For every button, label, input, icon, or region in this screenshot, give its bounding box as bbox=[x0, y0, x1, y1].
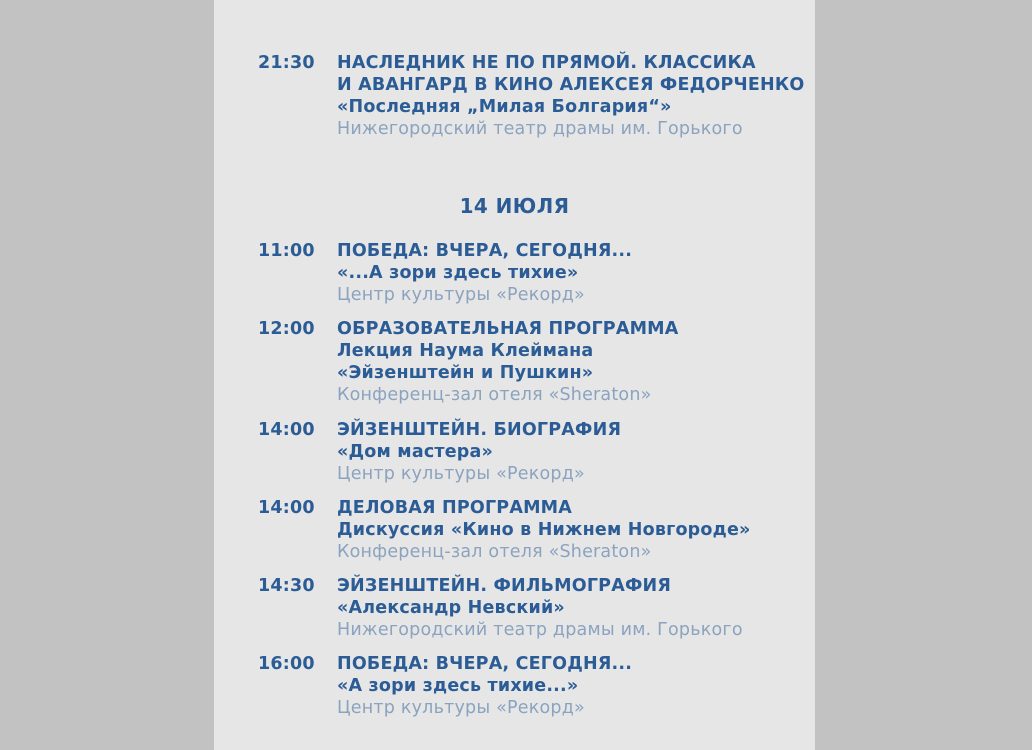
event-venue: Конференц-зал отеля «Sheraton» bbox=[337, 385, 652, 405]
event-title: ОБРАЗОВАТЕЛЬНАЯ ПРОГРАММА bbox=[337, 319, 679, 339]
event-subtitle: «Александр Невский» bbox=[337, 598, 565, 618]
event-title: ПОБЕДА: ВЧЕРА, СЕГОДНЯ... bbox=[337, 654, 633, 674]
event-time: 14:00 bbox=[258, 420, 315, 440]
event-details bbox=[337, 419, 807, 485]
event-venue: Центр культуры «Рекорд» bbox=[337, 464, 585, 484]
event-subtitle: «Последняя „Милая Болгария“» bbox=[337, 97, 672, 117]
event-title: ПОБЕДА: ВЧЕРА, СЕГОДНЯ... bbox=[337, 241, 633, 261]
event-subtitle: «А зори здесь тихие...» bbox=[337, 676, 579, 696]
event-details bbox=[337, 575, 807, 641]
event-title: ДЕЛОВАЯ ПРОГРАММА bbox=[337, 498, 573, 518]
event-venue: Центр культуры «Рекорд» bbox=[337, 285, 585, 305]
event-time: 16:00 bbox=[258, 654, 315, 674]
event-time: 14:30 bbox=[258, 576, 315, 596]
event-venue: Нижегородский театр драмы им. Горького bbox=[337, 119, 743, 139]
event-title: И АВАНГАРД В КИНО АЛЕКСЕЯ ФЕДОРЧЕНКО bbox=[337, 75, 805, 95]
event-venue: Конференц-зал отеля «Sheraton» bbox=[337, 542, 652, 562]
event-details bbox=[337, 653, 807, 719]
event-subtitle: «Дом мастера» bbox=[337, 442, 494, 462]
event-title: ЭЙЗЕНШТЕЙН. ФИЛЬМОГРАФИЯ bbox=[337, 576, 672, 596]
event-details bbox=[337, 318, 807, 406]
event-details bbox=[337, 52, 807, 140]
event-title: ЭЙЗЕНШТЕЙН. БИОГРАФИЯ bbox=[337, 420, 622, 440]
event-time: 12:00 bbox=[258, 319, 315, 339]
event-time: 21:30 bbox=[258, 53, 315, 73]
schedule-page bbox=[214, 0, 815, 750]
event-subtitle: «...А зори здесь тихие» bbox=[337, 263, 579, 283]
event-details bbox=[337, 497, 807, 563]
event-subtitle: Дискуссия «Кино в Нижнем Новгороде» bbox=[337, 520, 751, 540]
event-time: 14:00 bbox=[258, 498, 315, 518]
date-heading: 14 ИЮЛЯ bbox=[459, 194, 570, 218]
event-time: 11:00 bbox=[258, 241, 315, 261]
event-subtitle: «Эйзенштейн и Пушкин» bbox=[337, 363, 594, 383]
event-details bbox=[337, 240, 807, 306]
event-venue: Центр культуры «Рекорд» bbox=[337, 698, 585, 718]
event-venue: Нижегородский театр драмы им. Горького bbox=[337, 620, 743, 640]
event-subtitle: Лекция Наума Клеймана bbox=[337, 341, 594, 361]
event-title: НАСЛЕДНИК НЕ ПО ПРЯМОЙ. КЛАССИКА bbox=[337, 53, 756, 73]
